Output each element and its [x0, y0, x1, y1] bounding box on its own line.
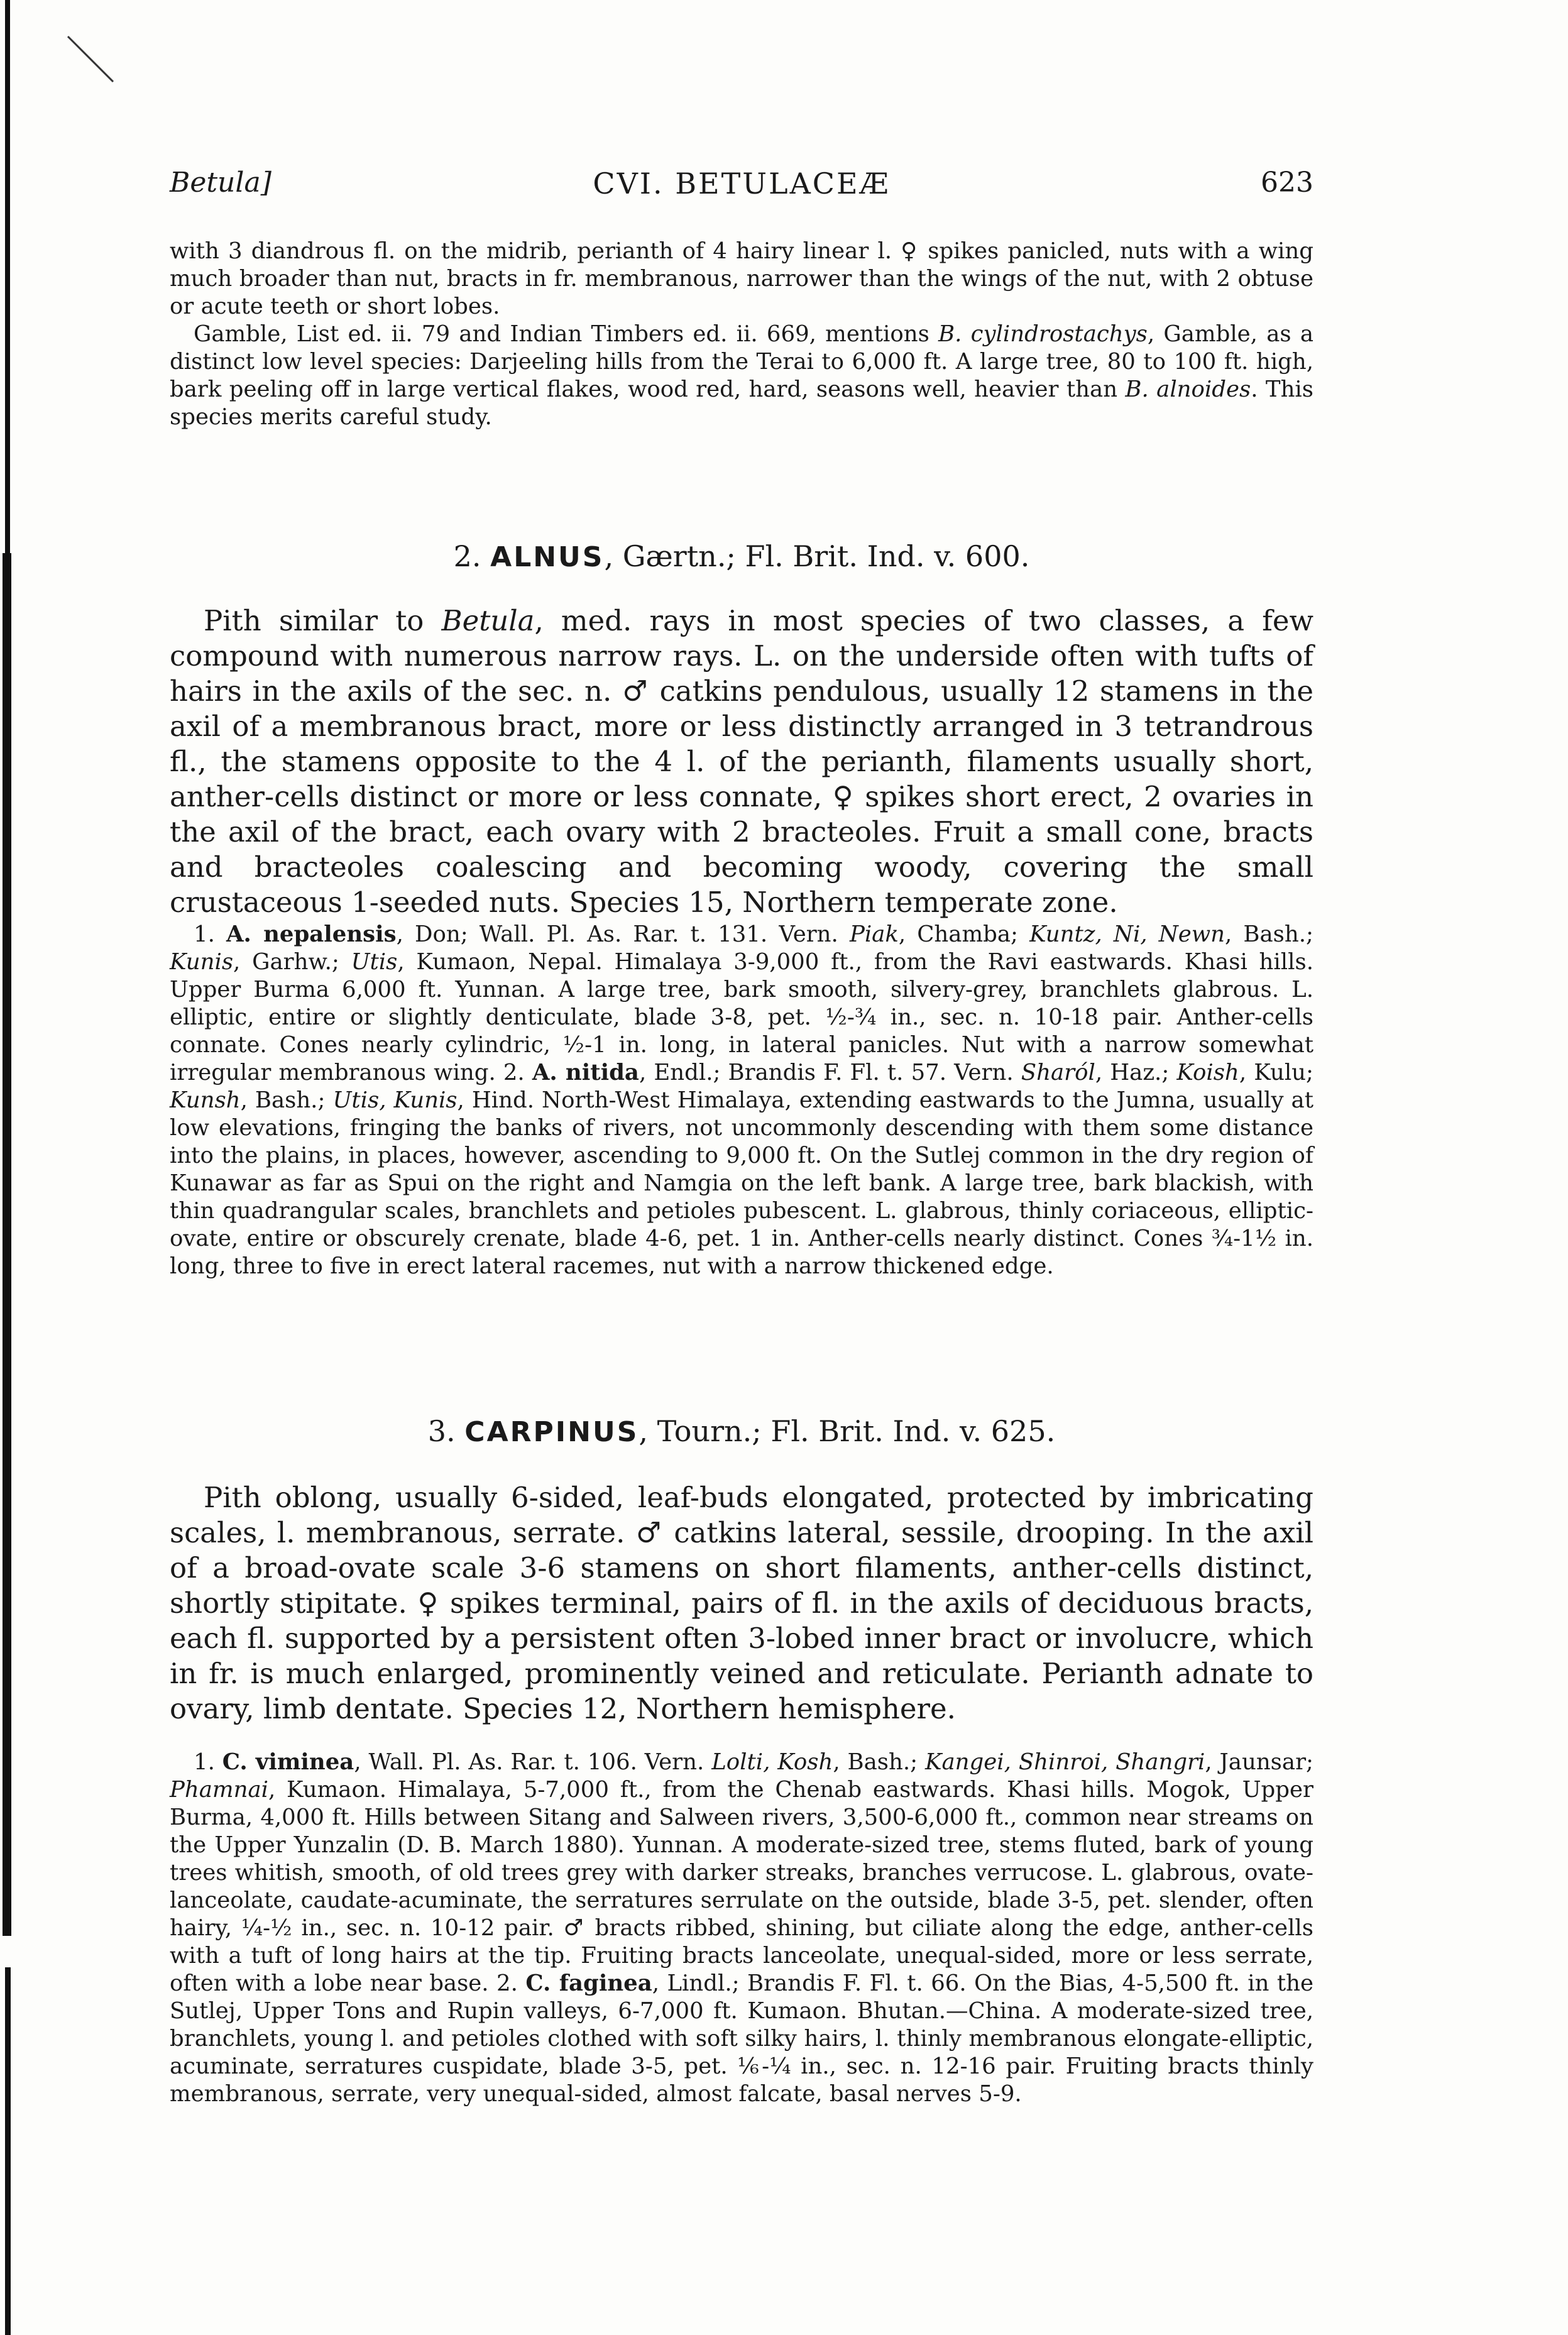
- note-text: Gamble, List ed. ii. 79 and Indian Timbers ed. ii. 669, mentions: [194, 321, 939, 347]
- betula-note: [170, 321, 1313, 431]
- species-name: A. nitida: [532, 1060, 639, 1085]
- carpinus-species: [170, 1749, 1313, 2108]
- genus-name: CARPINUS: [464, 1416, 639, 1448]
- vernacular-name: Lolti, Kosh: [711, 1749, 833, 1775]
- betula-paragraph: with 3 diandrous fl. on the midrib, perianth of 4 hairy linear l. ♀ spikes panicled, nuts with a wing much broader than nut, bracts in fr. membranous, narrower than the wings of the nut, with 2 obtuse or acute teeth or short lobes.: [170, 238, 1313, 319]
- species-text: , Kumaon, Nepal. Himalaya 3-9,000 ft., from the Ravi eastwards. Khasi hills. Upper Burma 6,000 ft. Yunnan. A large tree, bark smooth, silvery-grey, branchlets glabrous. L. elliptic, entire or slightly denticulate, blade 3-8, pet. ½-¾ in., sec. n. 10-18 pair. Anther-cells connate. Cones nearly cylindric, ½-1 in. long, in lateral panicles. Nut with a narrow somewhat irregular membranous wing.: [170, 949, 1313, 1085]
- species-name: A. nepalensis: [226, 921, 397, 947]
- species-name: C. viminea: [222, 1749, 354, 1775]
- species-number: 2.: [503, 1060, 525, 1085]
- species-number: 1.: [194, 1749, 215, 1775]
- species-text: , Garhw.;: [233, 949, 351, 975]
- description-text: , med. rays in most species of two classes, a few compound with numerous narrow rays. L. on the underside often with tufts of hairs in the axils of the sec. n. ♂ catkins pendulous, usually 12 stamens in the axil of a membranous bract, more or less distinctly arranged in 3 tetrandrous fl., the stamens opposite to the 4 l. of the perianth, filaments usually short, anther-cells distinct or more or less connate, ♀ spikes short erect, 2 ovaries in the axil of the bract, each ovary with 2 bracteoles. Fruit a small cone, bracts and bracteoles coalescing and becoming woody, covering the small crustaceous 1-seeded nuts. Species 15, Northern temperate zone.: [170, 604, 1313, 919]
- genus-authority: , Gærtn.; Fl. Brit. Ind. v. 600.: [604, 539, 1030, 573]
- species-text: , Jaunsar;: [1205, 1749, 1313, 1775]
- page-number: 623: [1261, 167, 1313, 199]
- running-head: Betula]: [170, 167, 271, 199]
- genus-number: 3.: [427, 1414, 456, 1448]
- binding-edge-segment: [5, 1967, 11, 2335]
- species-name: C. faginea: [525, 1970, 652, 1996]
- species-name: B. alnoides: [1125, 376, 1251, 402]
- vernacular-name: Utis: [351, 949, 398, 975]
- species-text: , Kumaon. Himalaya, 5-7,000 ft., from the Chenab eastwards. Khasi hills. Mogok, Upper Burma, 4,000 ft. Hills between Sitang and Salween rivers, 3,500-6,000 ft., common near streams on the Upper Yunzalin (D. B. March 1880). Yunnan. A moderate-sized tree, stems fluted, bark of young trees whitish, smooth, of old trees grey with darker streaks, branches verrucose. L. glabrous, ovate-lanceolate, caudate-acuminate, the serratures serrulate on the outside, blade 3-5, pet. slender, often hairy, ¼-½ in., sec. n. 10-12 pair. ♂ bracts ribbed, shining, but ciliate along the edge, anther-cells with a tuft of long hairs at the tip. Fruiting bracts lanceolate, unequal-sided, more or less serrate, often with a lobe near base.: [170, 1777, 1313, 1996]
- vernacular-name: Kangei, Shinroi, Shangri: [925, 1749, 1205, 1775]
- binding-edge: [0, 0, 16, 2335]
- species-text: , Haz.;: [1095, 1060, 1177, 1085]
- vernacular-name: Phamnai: [170, 1777, 268, 1803]
- genus-reference: Betula: [441, 604, 535, 637]
- carpinus-heading: [170, 1414, 1313, 1448]
- genus-name: ALNUS: [490, 541, 605, 573]
- betula-continuation: [170, 238, 1313, 431]
- pencil-mark: [63, 31, 119, 88]
- vernacular-name: Piak: [849, 921, 899, 947]
- genus-authority: , Tourn.; Fl. Brit. Ind. v. 625.: [639, 1414, 1056, 1448]
- species-text: , Don; Wall. Pl. As. Rar. t. 131. Vern.: [396, 921, 850, 947]
- species-text: , Endl.; Brandis F. Fl. t. 57. Vern.: [639, 1060, 1021, 1085]
- binding-edge-segment: [5, 0, 10, 553]
- species-number: 2.: [496, 1970, 518, 1996]
- species-text: , Bash.;: [1225, 921, 1314, 947]
- binding-edge-segment: [3, 553, 11, 1936]
- vernacular-name: Kunsh: [170, 1087, 241, 1113]
- genus-number: 2.: [453, 539, 481, 573]
- vernacular-name: Kuntz, Ni, Newn: [1029, 921, 1225, 947]
- alnus-description: [170, 603, 1313, 920]
- running-header: [170, 167, 1313, 217]
- description-text: Pith similar to: [204, 604, 442, 637]
- vernacular-name: Kunis: [170, 949, 234, 975]
- chapter-title: CVI. BETULACEÆ: [593, 167, 891, 201]
- alnus-species: [170, 921, 1313, 1280]
- species-text: , Bash.;: [240, 1087, 333, 1113]
- alnus-heading: [170, 539, 1313, 573]
- note-text: . This species merits careful study.: [170, 376, 1314, 430]
- species-text: , Kulu;: [1239, 1060, 1313, 1085]
- species-text: , Bash.;: [833, 1749, 925, 1775]
- vernacular-name: Utis, Kunis: [332, 1087, 458, 1113]
- vernacular-name: Sharól: [1021, 1060, 1095, 1085]
- species-number: 1.: [194, 921, 215, 947]
- species-name: B. cylindrostachys: [938, 321, 1148, 347]
- species-text: , Hind. North-West Himalaya, extending eastwards to the Jumna, usually at low elevations, fringing the banks of rivers, not uncommonly descending with them some distance into the plains, in places, however, ascending to 9,000 ft. On the Sutlej common in the dry region of Kunawar as far as Spui on the right and Namgia on the left bank. A large tree, bark blackish, with thin quadrangular scales, branchlets and petioles pubescent. L. glabrous, thinly coriaceous, elliptic-ovate, entire or obscurely crenate, blade 4-6, pet. 1 in. Anther-cells nearly distinct. Cones ¾-1½ in. long, three to five in erect lateral racemes, nut with a narrow thickened edge.: [170, 1087, 1313, 1279]
- species-text: , Wall. Pl. As. Rar. t. 106. Vern.: [354, 1749, 712, 1775]
- species-text: , Chamba;: [898, 921, 1030, 947]
- species-text: , Lindl.; Brandis F. Fl. t. 66. On the Bias, 4-5,500 ft. in the Sutlej, Upper Tons and Rupin valleys, 6-7,000 ft. Kumaon. Bhutan.—China. A moderate-sized tree, branchlets, young l. and petioles clothed with soft silky hairs, l. thinly membranous elongate-elliptic, acuminate, serratures cuspidate, blade 3-5, pet. ⅙-¼ in., sec. n. 12-16 pair. Fruiting bracts thinly membranous, serrate, very unequal-sided, almost falcate, basal nerves 5-9.: [170, 1970, 1313, 2107]
- carpinus-description: Pith oblong, usually 6-sided, leaf-buds elongated, protected by imbricating scales, l. membranous, serrate. ♂ catkins lateral, sessile, drooping. In the axil of a broad-ovate scale 3-6 stamens on short filaments, anther-cells distinct, shortly stipitate. ♀ spikes terminal, pairs of fl. in the axils of deciduous bracts, each fl. supported by a persistent often 3-lobed inner bract or involucre, which in fr. is much enlarged, prominently veined and reticulate. Perianth adnate to ovary, limb dentate. Species 12, Northern hemisphere.: [170, 1481, 1313, 1725]
- vernacular-name: Koish: [1176, 1060, 1239, 1085]
- note-text: , Gamble, as a distinct low level species: Darjeeling hills from the Terai to 6,000 ft. A large tree, 80 to 100 ft. high, bark peeling off in large vertical flakes, wood red, hard, seasons well, heavier than: [170, 321, 1313, 402]
